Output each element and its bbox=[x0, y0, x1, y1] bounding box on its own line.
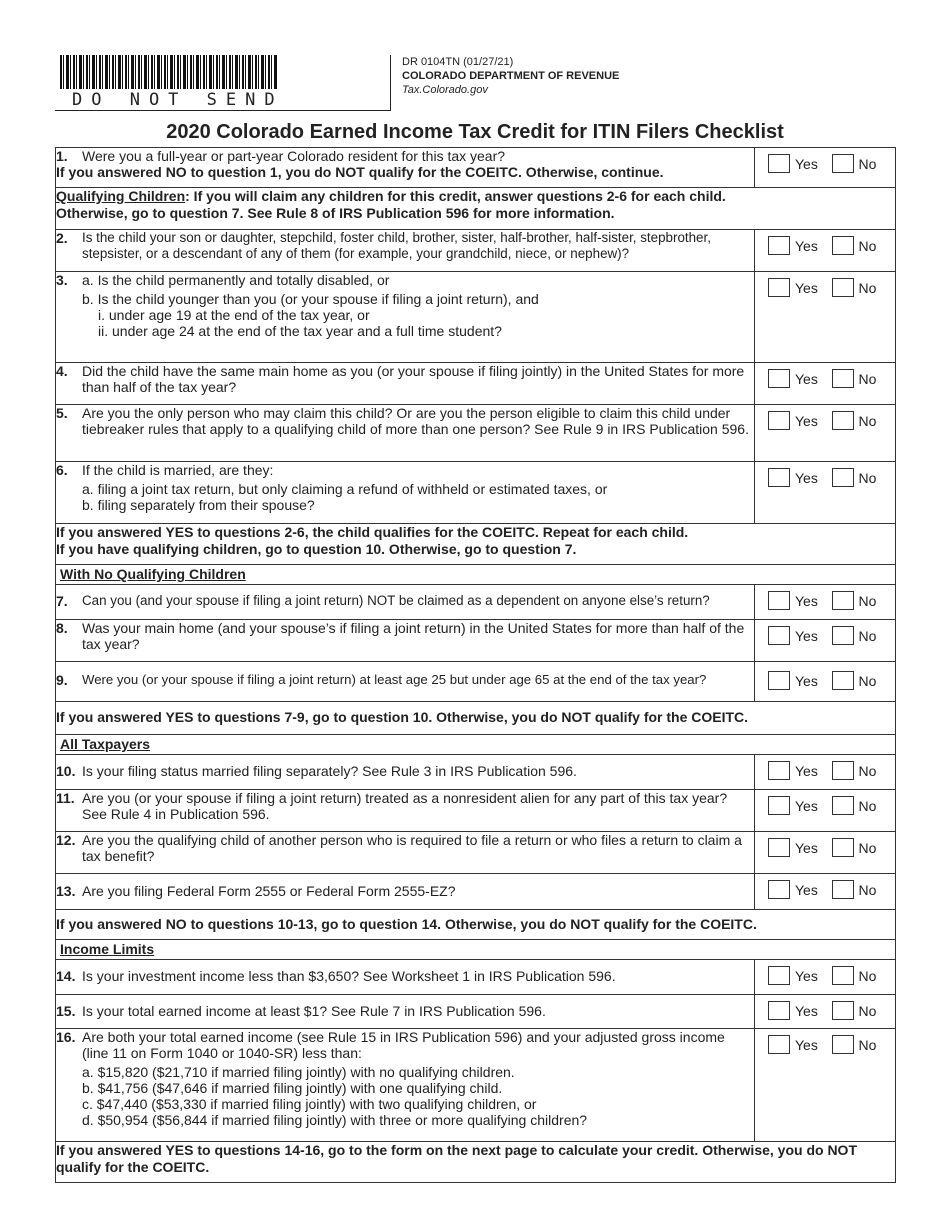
no-label: No bbox=[858, 237, 877, 254]
question-number: 4. bbox=[56, 363, 68, 379]
question-part-b: b. Is the child younger than you (or your spouse if filing a joint return), and bbox=[82, 291, 539, 307]
yes-label: Yes bbox=[795, 1036, 818, 1053]
qualifying-children-section bbox=[56, 188, 896, 230]
yes-checkbox[interactable] bbox=[768, 1001, 790, 1020]
no-checkbox[interactable] bbox=[832, 411, 854, 430]
no-label: No bbox=[858, 1036, 877, 1053]
question-row-9 bbox=[56, 662, 896, 702]
question-row-12 bbox=[56, 832, 896, 874]
yes-label: Yes bbox=[795, 627, 818, 644]
no-label: No bbox=[858, 1002, 877, 1019]
question-row-5 bbox=[56, 405, 896, 462]
question-part-a: a. filing a joint tax return, but only claiming a refund of withheld or estimated taxes, or bbox=[82, 481, 608, 497]
question-text: If the child is married, are they: bbox=[82, 462, 274, 478]
no-checkbox[interactable] bbox=[832, 278, 854, 297]
yes-label: Yes bbox=[795, 237, 818, 254]
no-label: No bbox=[858, 627, 877, 644]
page-title: 2020 Colorado Earned Income Tax Credit for ITIN Filers Checklist bbox=[166, 121, 784, 143]
question-part-d: d. $50,954 ($56,844 if married filing jointly) with three or more qualifying children? bbox=[82, 1112, 588, 1128]
question-part-b: b. filing separately from their spouse? bbox=[82, 497, 315, 513]
question-text: Are you (or your spouse if filing a joint return) treated as a nonresident alien for any part of this tax year? See Rule 4 in Publication 596. bbox=[82, 790, 728, 822]
question-text: Can you (and your spouse if filing a joint return) NOT be claimed as a dependent on anyone else’s return? bbox=[82, 593, 710, 608]
yes-label: Yes bbox=[795, 279, 818, 296]
no-checkbox[interactable] bbox=[832, 369, 854, 388]
question-row-6 bbox=[56, 462, 896, 524]
yes-label: Yes bbox=[795, 839, 818, 856]
section-heading: All Taxpayers bbox=[60, 736, 151, 752]
no-checkbox[interactable] bbox=[832, 966, 854, 985]
header-divider-vertical bbox=[390, 55, 391, 111]
instruction-row-10-13 bbox=[56, 910, 896, 940]
question-number: 12. bbox=[56, 832, 76, 848]
question-number: 5. bbox=[56, 405, 68, 421]
form-number: DR 0104TN (01/27/21) bbox=[402, 56, 514, 68]
question-part-c: c. $47,440 ($53,330 if married filing jointly) with two qualifying children, or bbox=[82, 1096, 537, 1112]
yes-checkbox[interactable] bbox=[768, 154, 790, 173]
question-text: Are you filing Federal Form 2555 or Federal Form 2555-EZ? bbox=[82, 883, 456, 899]
question-number: 14. bbox=[56, 968, 76, 984]
no-checkbox[interactable] bbox=[832, 838, 854, 857]
section-no-qualifying-children bbox=[56, 565, 896, 585]
question-text: Were you (or your spouse if filing a joint return) at least age 25 but under age 65 at the end of the tax year? bbox=[82, 672, 707, 687]
question-text: Are you the only person who may claim this child? Or are you the person eligible to claim this child under tiebreaker rules that apply to a qualifying child of more than one person? See Rule 9 in IRS Publication 596. bbox=[82, 405, 749, 437]
no-checkbox[interactable] bbox=[832, 796, 854, 815]
question-number: 3. bbox=[56, 272, 68, 288]
question-text: Is your filing status married filing separately? See Rule 3 in IRS Publication 596. bbox=[82, 763, 577, 779]
question-text: Are both your total earned income (see Rule 15 in IRS Publication 596) and your adjusted gross income (line 11 on Form 1040 or 1040-SR) less than: bbox=[82, 1029, 725, 1061]
section-instruction-2: Otherwise, go to question 7. See Rule 8 of IRS Publication 596 for more information. bbox=[56, 205, 615, 221]
no-checkbox[interactable] bbox=[832, 671, 854, 690]
yes-checkbox[interactable] bbox=[768, 278, 790, 297]
question-text: Is the child your son or daughter, stepchild, foster child, brother, sister, half-brother, half-sister, stepbrother, stepsister, or a descendant of any of them (for example, your grandchild, niece, or nephew)? bbox=[82, 230, 711, 261]
yes-label: Yes bbox=[795, 412, 818, 429]
no-label: No bbox=[858, 469, 877, 486]
question-number: 2. bbox=[56, 230, 68, 246]
yes-checkbox[interactable] bbox=[768, 369, 790, 388]
section-heading: With No Qualifying Children bbox=[60, 566, 246, 582]
instruction-row-2-6 bbox=[56, 524, 896, 565]
yes-label: Yes bbox=[795, 469, 818, 486]
section-heading: Qualifying Children bbox=[56, 188, 186, 204]
question-row-4 bbox=[56, 363, 896, 405]
instruction-text: If you answered YES to questions 14-16, go to the form on the next page to calculate your credit. Otherwise, you do NOT qualify for the COEITC. bbox=[56, 1142, 857, 1175]
question-number: 15. bbox=[56, 1003, 76, 1019]
question-number: 13. bbox=[56, 883, 76, 899]
yes-checkbox[interactable] bbox=[768, 761, 790, 780]
yes-label: Yes bbox=[795, 881, 818, 898]
question-text: Were you a full-year or part-year Colorado resident for this tax year? bbox=[82, 148, 506, 164]
question-row-1 bbox=[56, 148, 896, 188]
yes-label: Yes bbox=[795, 672, 818, 689]
header-divider bbox=[55, 110, 390, 111]
question-number: 9. bbox=[56, 672, 68, 688]
question-text: Is your investment income less than $3,650? See Worksheet 1 in IRS Publication 596. bbox=[82, 968, 616, 984]
section-all-taxpayers bbox=[56, 735, 896, 755]
no-label: No bbox=[858, 672, 877, 689]
question-row-3 bbox=[56, 272, 896, 363]
yes-checkbox[interactable] bbox=[768, 468, 790, 487]
question-text: Was your main home (and your spouse’s if filing a joint return) in the United States for more than half of the tax year? bbox=[82, 620, 745, 652]
yes-label: Yes bbox=[795, 1002, 818, 1019]
instruction-text-2: If you have qualifying children, go to question 10. Otherwise, go to question 7. bbox=[56, 541, 577, 557]
form-header-info bbox=[402, 55, 619, 97]
yes-checkbox[interactable] bbox=[768, 236, 790, 255]
question-number: 16. bbox=[56, 1029, 76, 1045]
yes-checkbox[interactable] bbox=[768, 880, 790, 899]
no-label: No bbox=[858, 967, 877, 984]
yes-checkbox[interactable] bbox=[768, 671, 790, 690]
website: Tax.Colorado.gov bbox=[402, 84, 488, 96]
question-part-b: b. $41,756 ($47,646 if married filing jointly) with one qualifying child. bbox=[82, 1080, 503, 1096]
question-part-a: a. $15,820 ($21,710 if married filing jointly) with no qualifying children. bbox=[82, 1064, 515, 1080]
question-number: 1. bbox=[56, 148, 68, 164]
question-row-7 bbox=[56, 585, 896, 620]
question-row-13 bbox=[56, 874, 896, 910]
no-checkbox[interactable] bbox=[832, 154, 854, 173]
yes-label: Yes bbox=[795, 155, 818, 172]
instruction-text: If you answered YES to questions 2-6, the child qualifies for the COEITC. Repeat for each child. bbox=[56, 524, 689, 540]
barcode-image bbox=[60, 55, 278, 89]
question-part-b-i: i. under age 19 at the end of the tax year, or bbox=[98, 307, 370, 323]
yes-checkbox[interactable] bbox=[768, 838, 790, 857]
instruction-row-7-9 bbox=[56, 702, 896, 735]
checklist-table bbox=[55, 147, 896, 1183]
question-text: Is your total earned income at least $1? See Rule 7 in IRS Publication 596. bbox=[82, 1003, 546, 1019]
question-row-14 bbox=[56, 960, 896, 995]
department-name: COLORADO DEPARTMENT OF REVENUE bbox=[402, 70, 620, 82]
question-number: 6. bbox=[56, 462, 68, 478]
question-number: 10. bbox=[56, 763, 76, 779]
section-instruction: : If you will claim any children for this credit, answer questions 2-6 for each child. bbox=[185, 188, 726, 204]
do-not-send-label: DO NOT SEND bbox=[72, 90, 284, 110]
question-part-a: a. Is the child permanently and totally disabled, or bbox=[82, 272, 390, 288]
question-text: Are you the qualifying child of another person who is required to file a return or who files a return to claim a tax benefit? bbox=[82, 832, 742, 864]
yes-checkbox[interactable] bbox=[768, 796, 790, 815]
no-label: No bbox=[858, 797, 877, 814]
no-label: No bbox=[858, 279, 877, 296]
question-text: Did the child have the same main home as you (or your spouse if filing jointly) in the United States for more than half of the tax year? bbox=[82, 363, 745, 395]
yes-checkbox[interactable] bbox=[768, 626, 790, 645]
no-label: No bbox=[858, 155, 877, 172]
question-number: 8. bbox=[56, 620, 68, 636]
question-row-11 bbox=[56, 790, 896, 832]
no-checkbox[interactable] bbox=[832, 591, 854, 610]
no-label: No bbox=[858, 412, 877, 429]
section-heading: Income Limits bbox=[60, 941, 155, 957]
question-row-16 bbox=[56, 1029, 896, 1142]
no-label: No bbox=[858, 370, 877, 387]
question-row-10 bbox=[56, 755, 896, 790]
yes-label: Yes bbox=[795, 762, 818, 779]
yes-label: Yes bbox=[795, 370, 818, 387]
yes-label: Yes bbox=[795, 592, 818, 609]
no-checkbox[interactable] bbox=[832, 1035, 854, 1054]
instruction-text: If you answered YES to questions 7-9, go to question 10. Otherwise, you do NOT qualify for the COEITC. bbox=[56, 709, 749, 725]
no-label: No bbox=[858, 881, 877, 898]
no-checkbox[interactable] bbox=[832, 1001, 854, 1020]
no-checkbox[interactable] bbox=[832, 880, 854, 899]
question-row-2 bbox=[56, 230, 896, 272]
no-checkbox[interactable] bbox=[832, 236, 854, 255]
no-label: No bbox=[858, 592, 877, 609]
question-number: 11. bbox=[56, 790, 75, 806]
yes-checkbox[interactable] bbox=[768, 1035, 790, 1054]
instruction-text: If you answered NO to questions 10-13, go to question 14. Otherwise, you do NOT qualify for the COEITC. bbox=[56, 916, 757, 932]
question-number: 7. bbox=[56, 593, 68, 609]
instruction-row-14-16 bbox=[56, 1142, 896, 1183]
section-income-limits bbox=[56, 940, 896, 960]
question-row-15 bbox=[56, 995, 896, 1029]
question-row-8 bbox=[56, 620, 896, 662]
yes-checkbox[interactable] bbox=[768, 411, 790, 430]
no-label: No bbox=[858, 839, 877, 856]
yes-label: Yes bbox=[795, 797, 818, 814]
no-checkbox[interactable] bbox=[832, 626, 854, 645]
no-checkbox[interactable] bbox=[832, 468, 854, 487]
yes-checkbox[interactable] bbox=[768, 591, 790, 610]
no-checkbox[interactable] bbox=[832, 761, 854, 780]
question-part-b-ii: ii. under age 24 at the end of the tax year and a full time student? bbox=[98, 323, 502, 339]
no-label: No bbox=[858, 762, 877, 779]
yes-label: Yes bbox=[795, 967, 818, 984]
yes-checkbox[interactable] bbox=[768, 966, 790, 985]
question-instruction: If you answered NO to question 1, you do NOT qualify for the COEITC. Otherwise, continue. bbox=[56, 164, 664, 180]
